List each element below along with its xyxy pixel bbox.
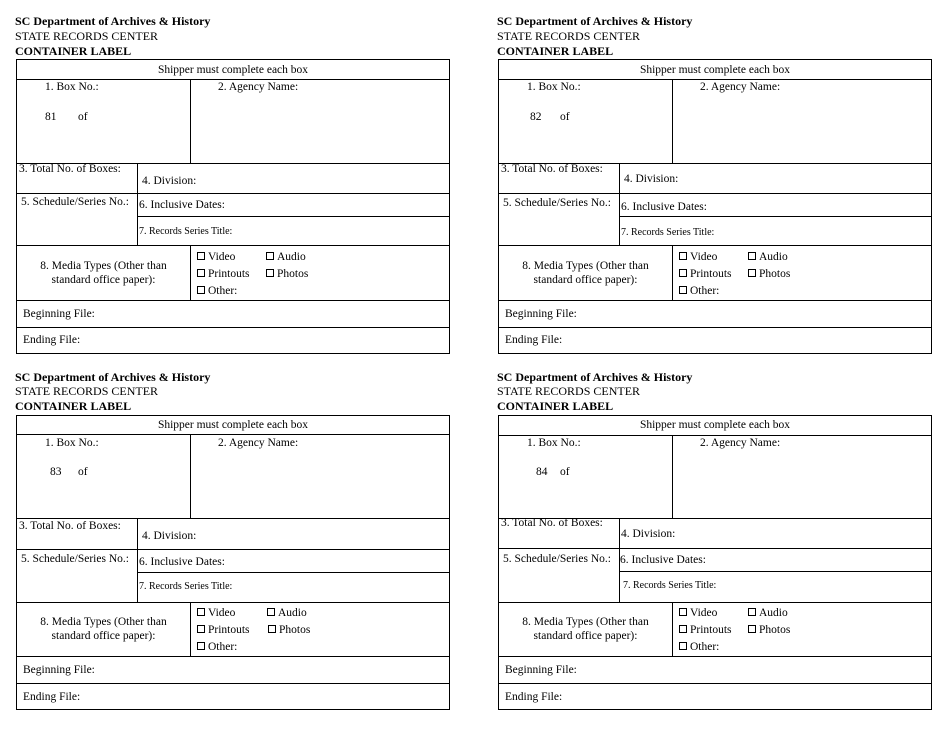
records-center-name: STATE RECORDS CENTER [497,384,641,398]
schedule-series-label: 5. Schedule/Series No.: [21,196,129,208]
media-option-other[interactable] [679,640,719,654]
media-option-audio[interactable] [267,606,307,620]
box-of-label: of [560,466,570,478]
checkbox-icon [197,286,205,294]
media-option-printouts[interactable] [679,623,732,637]
media-option-label: Printouts [690,624,732,636]
checkbox-icon [679,642,687,650]
records-center-name: STATE RECORDS CENTER [15,384,159,398]
box-number-value: 81 [45,111,57,123]
media-option-label: Other: [208,285,238,297]
ending-file-label: Ending File: [23,691,81,703]
records-center-name: STATE RECORDS CENTER [15,29,159,43]
total-boxes-label: 3. Total No. of Boxes: [19,163,121,175]
media-option-label: Other: [690,641,720,653]
checkbox-icon [197,625,205,633]
media-option-label: Photos [759,624,791,636]
box-number-label: 1. Box No.: [45,81,99,93]
container-label-1 [15,14,452,355]
media-types-label [17,259,190,287]
media-option-audio[interactable] [748,606,788,620]
beginning-file-label: Beginning File: [23,308,95,320]
media-option-video[interactable] [679,250,717,264]
media-types-line-1: 8. Media Types (Other than [522,260,649,272]
media-option-label: Other: [690,285,720,297]
media-option-other[interactable] [197,284,237,298]
agency-name-label: 2. Agency Name: [700,81,781,93]
ending-file-label: Ending File: [23,334,81,346]
checkbox-icon [197,252,205,260]
label-form [498,415,932,710]
label-form [16,59,450,354]
media-option-label: Printouts [690,268,732,280]
checkbox-icon [748,608,756,616]
container-label-4 [497,370,934,711]
checkbox-icon [679,608,687,616]
total-boxes-label: 3. Total No. of Boxes: [501,517,603,529]
beginning-file-label: Beginning File: [505,664,577,676]
checkbox-icon [197,608,205,616]
instruction-text: Shipper must complete each box [157,64,309,76]
records-series-title-label: 7. Records Series Title: [623,580,717,591]
agency-name-label: 2. Agency Name: [700,437,781,449]
media-types-line-1: 8. Media Types (Other than [522,616,649,628]
total-boxes-label: 3. Total No. of Boxes: [501,163,603,175]
media-option-audio[interactable] [266,250,306,264]
ending-file-label: Ending File: [505,691,563,703]
schedule-series-label: 5. Schedule/Series No.: [503,197,611,209]
checkbox-icon [266,252,274,260]
records-series-title-label: 7. Records Series Title: [139,581,233,592]
inclusive-dates-label: 6. Inclusive Dates: [620,554,706,566]
box-of-label: of [78,111,88,123]
media-types-label [17,615,190,643]
instruction-text: Shipper must complete each box [639,64,791,76]
media-option-printouts[interactable] [197,623,250,637]
schedule-series-label: 5. Schedule/Series No.: [21,553,129,565]
inclusive-dates-label: 6. Inclusive Dates: [139,556,225,568]
agency-name-label: 2. Agency Name: [218,437,299,449]
label-title: CONTAINER LABEL [497,44,614,58]
media-option-label: Video [208,607,236,619]
media-option-photos[interactable] [266,267,308,281]
checkbox-icon [266,269,274,277]
media-option-label: Printouts [208,624,250,636]
department-name: SC Department of Archives & History [15,14,211,28]
media-option-other[interactable] [679,284,719,298]
media-option-label: Other: [208,641,238,653]
beginning-file-label: Beginning File: [505,308,577,320]
media-types-line-2: standard office paper): [533,274,638,286]
checkbox-icon [197,642,205,650]
box-of-label: of [560,111,570,123]
media-types-label [499,615,672,643]
inclusive-dates-label: 6. Inclusive Dates: [139,199,225,211]
media-option-label: Printouts [208,268,250,280]
media-option-label: Photos [277,268,309,280]
label-title: CONTAINER LABEL [497,399,614,413]
division-label: 4. Division: [624,173,679,185]
media-option-video[interactable] [679,606,717,620]
checkbox-icon [679,269,687,277]
media-types-line-2: standard office paper): [533,630,638,642]
beginning-file-label: Beginning File: [23,664,95,676]
media-option-printouts[interactable] [197,267,250,281]
schedule-series-label: 5. Schedule/Series No.: [503,553,611,565]
inclusive-dates-label: 6. Inclusive Dates: [621,201,707,213]
box-number-label: 1. Box No.: [45,437,99,449]
media-option-label: Photos [279,624,311,636]
checkbox-icon [267,608,275,616]
media-option-photos[interactable] [748,623,790,637]
label-form [498,59,932,354]
checkbox-icon [679,625,687,633]
department-name: SC Department of Archives & History [497,370,693,384]
media-types-line-2: standard office paper): [51,274,156,286]
department-name: SC Department of Archives & History [15,370,211,384]
checkbox-icon [268,625,276,633]
division-label: 4. Division: [142,175,197,187]
media-types-line-1: 8. Media Types (Other than [40,616,167,628]
checkbox-icon [197,269,205,277]
checkbox-icon [748,625,756,633]
media-option-photos[interactable] [268,623,310,637]
media-option-label: Photos [759,268,791,280]
records-series-title-label: 7. Records Series Title: [139,226,233,237]
records-center-name: STATE RECORDS CENTER [497,29,641,43]
media-option-video[interactable] [197,606,235,620]
media-option-printouts[interactable] [679,267,732,281]
label-title: CONTAINER LABEL [15,44,132,58]
media-types-line-2: standard office paper): [51,630,156,642]
division-label: 4. Division: [142,530,197,542]
media-option-video[interactable] [197,250,235,264]
records-series-title-label: 7. Records Series Title: [621,227,715,238]
media-option-label: Audio [278,607,307,619]
box-number-label: 1. Box No.: [527,437,581,449]
media-option-label: Video [690,251,718,263]
instruction-text: Shipper must complete each box [157,419,309,431]
container-label-3 [15,370,452,711]
box-number-value: 82 [530,111,542,123]
media-option-label: Video [690,607,718,619]
department-name: SC Department of Archives & History [497,14,693,28]
ending-file-label: Ending File: [505,334,563,346]
box-number-value: 84 [536,466,548,478]
checkbox-icon [748,252,756,260]
box-of-label: of [78,466,88,478]
media-types-label [499,259,672,287]
instruction-text: Shipper must complete each box [639,419,791,431]
media-option-photos[interactable] [748,267,790,281]
media-option-other[interactable] [197,640,237,654]
media-option-label: Audio [759,251,788,263]
media-option-label: Audio [759,607,788,619]
checkbox-icon [748,269,756,277]
media-option-label: Video [208,251,236,263]
checkbox-icon [679,252,687,260]
box-number-value: 83 [50,466,62,478]
checkbox-icon [679,286,687,294]
total-boxes-label: 3. Total No. of Boxes: [19,520,121,532]
media-types-line-1: 8. Media Types (Other than [40,260,167,272]
media-option-label: Audio [277,251,306,263]
division-label: 4. Division: [621,528,676,540]
label-form [16,415,450,710]
container-label-2 [497,14,934,355]
label-title: CONTAINER LABEL [15,399,132,413]
media-option-audio[interactable] [748,250,788,264]
agency-name-label: 2. Agency Name: [218,81,299,93]
box-number-label: 1. Box No.: [527,81,581,93]
